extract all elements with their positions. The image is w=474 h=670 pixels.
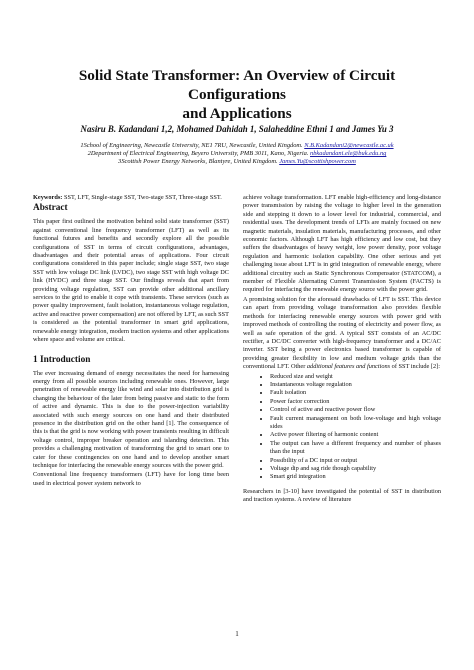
keywords xyxy=(33,194,229,202)
affiliation-1-email[interactable]: N.B.Kadandani2@newcastle.ac.uk xyxy=(304,142,394,149)
body-paragraph-1: achieve voltage transformation. LFT enable high-efficiency and long-distance power transmission by raising the voltage to higher level in the generation side and stepping it down to a lower level for industrial, commercial, and residential uses. The development trends of LFTs are mainly focused on new magnetic materials, insulation materials, manufacturing processes, and other economic factors. Although LFT has high efficiency and low cost, but they suffers the disadvantages of heavy weight, low power density, poor voltage regulation and harmonic isolation capability. One other serious and yet challenging issue about LFT is in grid integration of renewable energy, where additional circuitry such as Static Synchronous Compensator (STATCOM), a member of Flexible Alternating Current Transmission System (FACTS) is required for interfacing the renewable energy source with the power grid. xyxy=(243,194,441,294)
affiliation-2-email[interactable]: nbkadandani.ele@buk.edu.ng xyxy=(310,150,387,157)
keywords-text: SST, LFT, Single-stage SST, Two-stage SST, Three-stage SST. xyxy=(62,194,222,201)
introduction-heading: 1 Introduction xyxy=(33,354,91,365)
abstract-heading: Abstract xyxy=(33,203,68,214)
abstract-body: This paper first outlined the motivation behind solid state transformer (SST) against conventional line frequency transformer (LFT) as well as its functional futures and benefits and secondly explore all the possible configurations of SST in terms of circuit configurations, advantages, disadvantages and their potential areas of applications. Four circuit configurations considered in this paper include; single stage SST, two stage SST with low voltage DC link (LVDC), two stage SST with high voltage DC link (HVDC) and three stage SST. Our findings reveals that apart from providing voltage regulation, SST can provide other additional ancillary services to the grid to enable it cope with transients. These services (such as power quality improvement, fault isolation, instantaneous voltage regulation, active and reactive power compensation) are not offered by LFT, as such SST is considered as the potential transformer in smart grid applications, renewable energy integration, modern traction systems and other applications where space and volume are critical. xyxy=(33,218,229,344)
author-list: Nasiru B. Kadandani 1,2, Mohamed Dahidah 1, Salaheddine Ethni 1 and James Yu 3 xyxy=(80,124,394,134)
affiliation-3-email[interactable]: James.Yu@scottishpower.com xyxy=(279,158,356,165)
body-paragraph-3: Researchers in [3-10] have investigated the potential of SST in distribution and traction systems. A review of literature xyxy=(243,487,441,504)
feature-item: • Fault isolation xyxy=(270,389,441,397)
feature-item: • Reduced size and weight xyxy=(270,373,441,381)
affiliation-3 xyxy=(24,158,450,166)
feature-item: • Power factor correction xyxy=(270,398,441,406)
body-paragraph-2-end: of SST include [2]: xyxy=(390,363,440,371)
feature-item: • Control of active and reactive power flow xyxy=(270,406,441,414)
affiliation-2-text: 2Department of Electrical Engineering, Beyero University, PMB 3011, Kano, Nigeria. xyxy=(87,150,311,157)
title-line-1: Solid State Transformer: An Overview of Circuit Configurations xyxy=(78,67,396,103)
feature-item: • Voltage dip and sag ride though capability xyxy=(270,465,441,473)
body-paragraph-2-emphasis: additional features and functions xyxy=(306,363,391,371)
title-line-2: and Applications xyxy=(182,105,292,122)
affiliation-1 xyxy=(24,142,450,150)
keywords-label: Keywords: xyxy=(33,194,63,201)
affiliation-3-text: 3Scottish Power Energy Networks, Blantyre, United Kingdom. xyxy=(118,158,280,165)
body-paragraph-2-text: A promising solution for the aforesaid drawbacks of LFT is SST. This device can apart from providing voltage transformation also provides flexible methods for interfacing renewable energy sources with power grid with improved methods of controlling the routing of electricity and power flow, as well as safe operation of the grid. A typical SST consists of an AC/DC rectifier, a DC/DC converter with high-frequency transformer and a DC/AC inverter. SST being a power electronics based transformer is capable of providing greater flexibility in low and medium voltage grids than the conventional LFT. Other xyxy=(243,295,441,371)
feature-item: • Possibility of a DC input or output xyxy=(270,457,441,465)
paper-title xyxy=(28,66,446,123)
feature-item: • Fault current management on both low-voltage and high voltage sides xyxy=(270,415,441,432)
introduction-paragraph-2: Conventional line frequency transformers (LFT) have for long time been used in electrical power system network to xyxy=(33,471,229,487)
affiliation-2 xyxy=(24,150,450,158)
features-list xyxy=(243,373,441,482)
body-paragraph-2 xyxy=(243,296,441,372)
affiliation-1-text: 1School of Engineering, Newcastle University, NE1 7RU, Newcastle, United Kingdom. xyxy=(80,142,305,149)
feature-item: • Instantaneous voltage regulation xyxy=(270,381,441,389)
introduction-paragraph-1: The ever increasing demand of energy necessitates the need for harnessing energy from all possible sources including renewable ones. However, large penetration of renewable energy like wind and solar into distribution grid is changing the behaviour of the later from being passive and static to the form of active and dynamic. This is due to the power-injection variability associated with such energy sources on one hand and their distributed presence in the distribution grid on the other hand [1]. The consequence of this is that the grid is now working with power transients resulting in difficult voltage control, improper breaker operation and islanding detection. This provides a challenging motivation of transforming the grid to smart one to cater for these contingencies on one hand and to develop another smart technique for interfacing the renewable energy sources with the power grid. xyxy=(33,369,229,469)
left-column xyxy=(33,194,229,488)
page-number: 1 xyxy=(235,630,239,638)
right-column xyxy=(243,194,441,505)
feature-item: • The output can have a different frequency and number of phases than the input xyxy=(270,440,441,457)
feature-item: • Smart grid integration xyxy=(270,473,441,481)
feature-item: • Active power filtering of harmonic content xyxy=(270,431,441,439)
